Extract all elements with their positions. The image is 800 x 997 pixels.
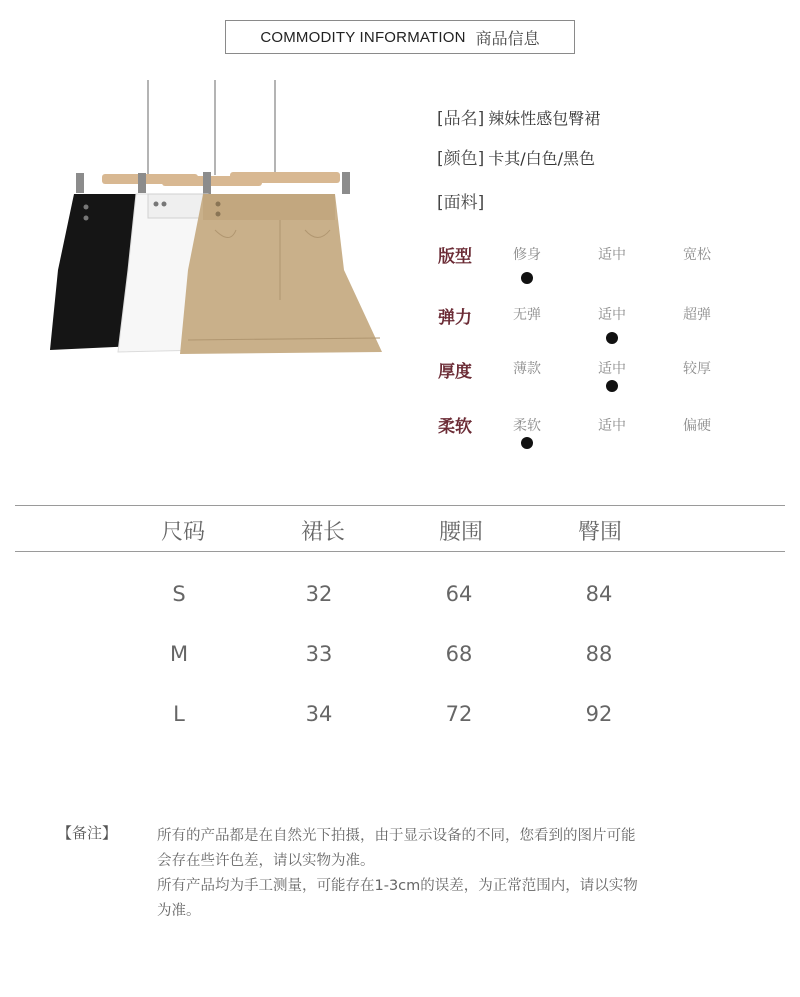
table-cell-size: L [173, 702, 185, 726]
table-cell-hip: 84 [585, 582, 613, 606]
product-material-row [437, 188, 488, 213]
notes-label: 【备注】 [57, 824, 118, 842]
table-cell-length: 34 [305, 702, 333, 726]
table-cell-hip: 88 [585, 642, 613, 666]
header-title-cn: 商品信息 [475, 28, 540, 48]
table-cell-length: 33 [305, 642, 333, 666]
product-color-label: [颜色] [437, 149, 485, 169]
table-top-rule [15, 505, 785, 506]
commodity-info-header [225, 20, 575, 54]
table-cell-length: 32 [305, 582, 333, 606]
product-photo [40, 70, 400, 370]
notes-line: 所有产品均为手工测量，可能存在1-3cm的误差，为正常范围内，请以实物 [157, 878, 638, 894]
product-material-label: [面料] [437, 193, 485, 213]
attr-elasticity-option-3: 超弹 [683, 307, 711, 323]
table-header-size: 尺码 [160, 520, 205, 545]
attr-softness-label: 柔软 [438, 417, 472, 437]
table-cell-hip: 92 [585, 702, 613, 726]
attr-thickness-option-1: 薄款 [513, 361, 541, 377]
table-cell-waist: 64 [445, 582, 473, 606]
attr-elasticity-label: 弹力 [438, 308, 472, 328]
attr-softness-selected-dot [521, 437, 533, 449]
notes-line: 为准。 [157, 903, 201, 919]
attr-elasticity-option-2: 适中 [598, 307, 626, 323]
attr-fit-option-3: 宽松 [683, 247, 711, 263]
attr-fit-option-1: 修身 [513, 247, 541, 263]
product-name-label: [品名] [437, 109, 485, 129]
product-name-value: 辣妹性感包臀裙 [488, 109, 601, 128]
header-title-en: COMMODITY INFORMATION [260, 28, 466, 46]
table-header-waist: 腰围 [438, 520, 483, 545]
product-color-row [437, 144, 595, 169]
attr-softness-option-3: 偏硬 [683, 418, 711, 434]
attr-fit-option-2: 适中 [598, 247, 626, 263]
notes-line: 会存在些许色差，请以实物为准。 [157, 853, 375, 869]
attr-thickness-option-2: 适中 [598, 361, 626, 377]
attr-thickness-label: 厚度 [438, 362, 472, 382]
attr-elasticity-selected-dot [606, 332, 618, 344]
attr-thickness-option-3: 较厚 [683, 361, 711, 377]
attr-fit-selected-dot [521, 272, 533, 284]
attr-elasticity-option-1: 无弹 [513, 307, 541, 323]
attr-softness-option-1: 柔软 [513, 418, 541, 434]
attr-fit-label: 版型 [438, 247, 472, 267]
table-cell-waist: 68 [445, 642, 473, 666]
product-name-row [437, 104, 600, 129]
attr-softness-option-2: 适中 [598, 418, 626, 434]
table-header-rule [15, 551, 785, 552]
notes-line: 所有的产品都是在自然光下拍摄，由于显示设备的不同，您看到的图片可能 [157, 828, 636, 844]
table-cell-waist: 72 [445, 702, 473, 726]
table-cell-size: M [169, 642, 189, 666]
table-header-hip: 臀围 [577, 520, 622, 545]
product-color-value: 卡其/白色/黑色 [488, 149, 596, 168]
table-cell-size: S [172, 582, 186, 606]
table-header-length: 裙长 [300, 520, 345, 545]
attr-thickness-selected-dot [606, 380, 618, 392]
